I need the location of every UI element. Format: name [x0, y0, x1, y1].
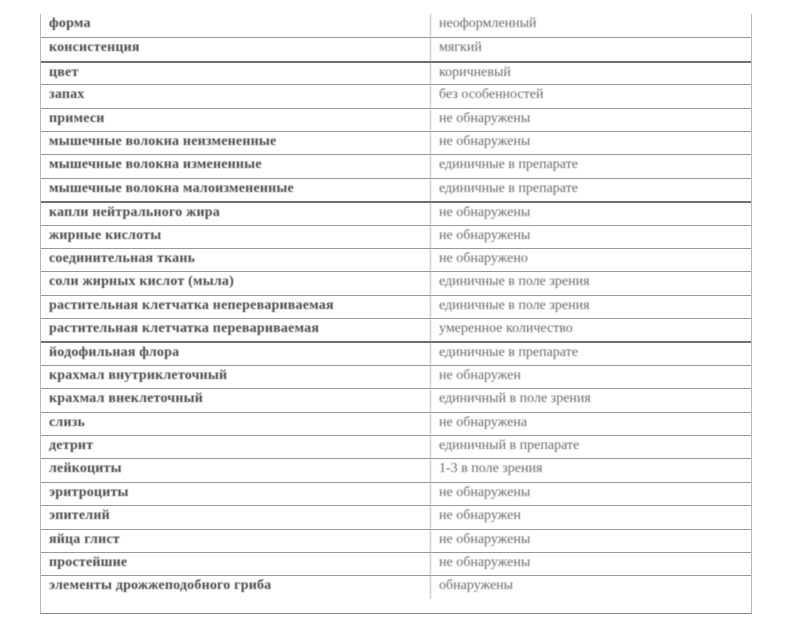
parameter-value: не обнаружены: [439, 110, 531, 126]
parameter-value: не обнаружены: [439, 554, 531, 570]
table-row: [41, 37, 751, 60]
table-row: [41, 61, 751, 84]
table-row: [41, 365, 751, 388]
table-row: [41, 14, 751, 37]
parameter-name: примеси: [41, 109, 431, 131]
parameter-name: лейкоциты: [41, 459, 431, 481]
parameter-value: не обнаружены: [439, 227, 531, 243]
parameter-name: эритроциты: [41, 483, 431, 505]
parameter-value: единичный в поле зрения: [439, 391, 591, 407]
parameter-name: простейшие: [41, 553, 431, 575]
table-row: [41, 529, 751, 552]
parameter-name: консистенция: [41, 38, 431, 60]
parameter-name: мышечные волокна неизмененные: [41, 132, 431, 154]
parameter-value: мягкий: [439, 40, 482, 56]
parameter-value: единичные в поле зрения: [439, 274, 590, 290]
parameter-name: мышечные волокна малоизмененные: [41, 179, 431, 201]
table-row: [41, 295, 751, 318]
parameter-value: 1-3 в поле зрения: [439, 461, 543, 477]
parameter-name: крахмал внутриклеточный: [41, 366, 431, 388]
table-row: [41, 388, 751, 411]
parameter-name: соли жирных кислот (мыла): [41, 272, 431, 294]
parameter-name: детрит: [41, 436, 431, 458]
parameter-value: единичные в препарате: [439, 345, 578, 361]
table-row: [41, 84, 751, 107]
table-row: [41, 552, 751, 575]
parameter-value: неоформленный: [439, 16, 537, 31]
table-row: [41, 225, 751, 248]
parameter-name: элементы дрожжеподобного гриба: [41, 576, 431, 598]
parameter-name: жирные кислоты: [41, 226, 431, 248]
parameter-value: единичные в препарате: [439, 180, 578, 196]
parameter-value: единичный в препарате: [439, 438, 580, 454]
table-row: [41, 318, 751, 341]
parameter-value: без особенностей: [439, 87, 544, 103]
parameter-value: не обнаружены: [439, 133, 531, 149]
parameter-name: растительная клетчатка перевариваемая: [41, 319, 431, 341]
parameter-value: не обнаружен: [439, 508, 521, 524]
table-row: [41, 131, 751, 154]
parameter-value: не обнаружены: [439, 484, 531, 500]
parameter-name: растительная клетчатка неперевариваемая: [41, 296, 431, 318]
parameter-value: коричневый: [439, 64, 511, 80]
table-row: [41, 178, 751, 201]
table-row: [41, 505, 751, 528]
parameter-value: не обнаружены: [439, 205, 531, 221]
table-row: [41, 108, 751, 131]
parameter-value: не обнаружено: [439, 250, 528, 266]
parameter-value: единичные в препарате: [439, 157, 578, 173]
parameter-value: не обнаружен: [439, 367, 521, 383]
parameter-value: не обнаружены: [439, 531, 531, 547]
table-row: [41, 341, 751, 364]
parameter-name: яйца глист: [41, 530, 431, 552]
parameter-name: мышечные волокна измененные: [41, 155, 431, 177]
table-row: [41, 248, 751, 271]
results-table: [40, 14, 752, 614]
parameter-name: форма: [41, 14, 431, 37]
parameter-value: умеренное количество: [439, 321, 573, 337]
parameter-name: слизь: [41, 413, 431, 435]
parameter-name: цвет: [41, 63, 431, 84]
parameter-name: запах: [41, 85, 431, 107]
parameter-name: йодофильная флора: [41, 343, 431, 364]
parameter-value: не обнаружена: [439, 414, 528, 430]
table-row: [41, 482, 751, 505]
table-row: [41, 154, 751, 177]
table-row: [41, 435, 751, 458]
table-row: [41, 575, 751, 598]
table-row: [41, 271, 751, 294]
parameter-value: единичные в поле зрения: [439, 297, 590, 313]
parameter-value: обнаружены: [439, 578, 514, 594]
parameter-name: соединительная ткань: [41, 249, 431, 271]
table-row: [41, 458, 751, 481]
parameter-name: капли нейтрального жира: [41, 203, 431, 224]
parameter-name: эпителий: [41, 506, 431, 528]
table-row: [41, 412, 751, 435]
table-row: [41, 201, 751, 224]
parameter-name: крахмал внеклеточный: [41, 389, 431, 411]
